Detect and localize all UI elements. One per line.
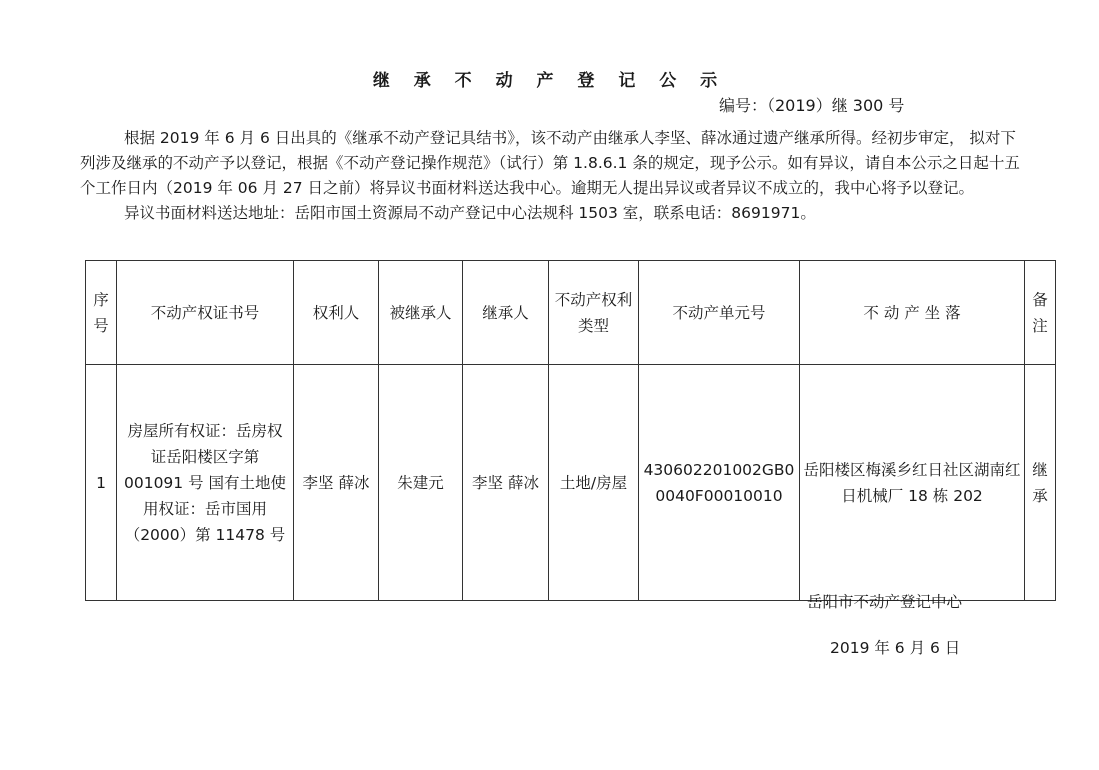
table-row <box>86 365 1056 601</box>
table-header-row <box>86 261 1056 365</box>
cell-seq: 1 <box>86 365 117 601</box>
header-seq: 序号 <box>86 261 117 365</box>
notice-body <box>80 126 1020 226</box>
document-title: 继 承 不 动 产 登 记 公 示 <box>372 71 727 91</box>
cell-right-type: 土地/房屋 <box>549 365 639 601</box>
header-deceased: 被继承人 <box>379 261 463 365</box>
header-location: 不 动 产 坐 落 <box>800 261 1025 365</box>
cell-cert-no: 房屋所有权证：岳房权证岳阳楼区字第 001091 号 国有土地使用权证：岳市国用（2000）第 11478 号 <box>117 365 294 601</box>
document-number: 编号：（2019）继 300 号 <box>719 96 905 115</box>
issuer-signature: 岳阳市不动产登记中心 <box>807 593 963 611</box>
notice-paragraph: 根据 2019 年 6 月 6 日出具的《继承不动产登记具结书》，该不动产由继承人李坚、薛冰通过遗产继承所得。经初步审定， 拟对下列涉及继承的不动产予以登记，根据《不动产登记操作规范》（试行）第 1.8.6.1 条的规定，现予公示。如有异议，请自本公示之日起十五个工作日内（2019 年 06 月 27 日之前）将异议书面材料送达我中心。逾期无人提出异议或者异议不成立的，我中心将予以登记。 <box>80 129 1020 197</box>
cell-location: 岳阳楼区梅溪乡红日社区湖南红日机械厂 18 栋 202 <box>800 365 1025 601</box>
registration-table <box>85 260 1056 601</box>
header-unit-no: 不动产单元号 <box>639 261 800 365</box>
header-heir: 继承人 <box>463 261 549 365</box>
header-cert-no: 不动产权证书号 <box>117 261 294 365</box>
cell-remark: 继承 <box>1025 365 1056 601</box>
header-right-holder: 权利人 <box>294 261 379 365</box>
header-right-type: 不动产权利类型 <box>549 261 639 365</box>
issue-date: 2019 年 6 月 6 日 <box>830 639 961 657</box>
header-remark: 备注 <box>1025 261 1056 365</box>
cell-heir: 李坚 薛冰 <box>463 365 549 601</box>
cell-deceased: 朱建元 <box>379 365 463 601</box>
objection-address: 异议书面材料送达地址：岳阳市国土资源局不动产登记中心法规科 1503 室，联系电话：8691971。 <box>124 204 816 222</box>
cell-unit-no: 430602201002GB00040F00010010 <box>639 365 800 601</box>
cell-right-holder: 李坚 薛冰 <box>294 365 379 601</box>
